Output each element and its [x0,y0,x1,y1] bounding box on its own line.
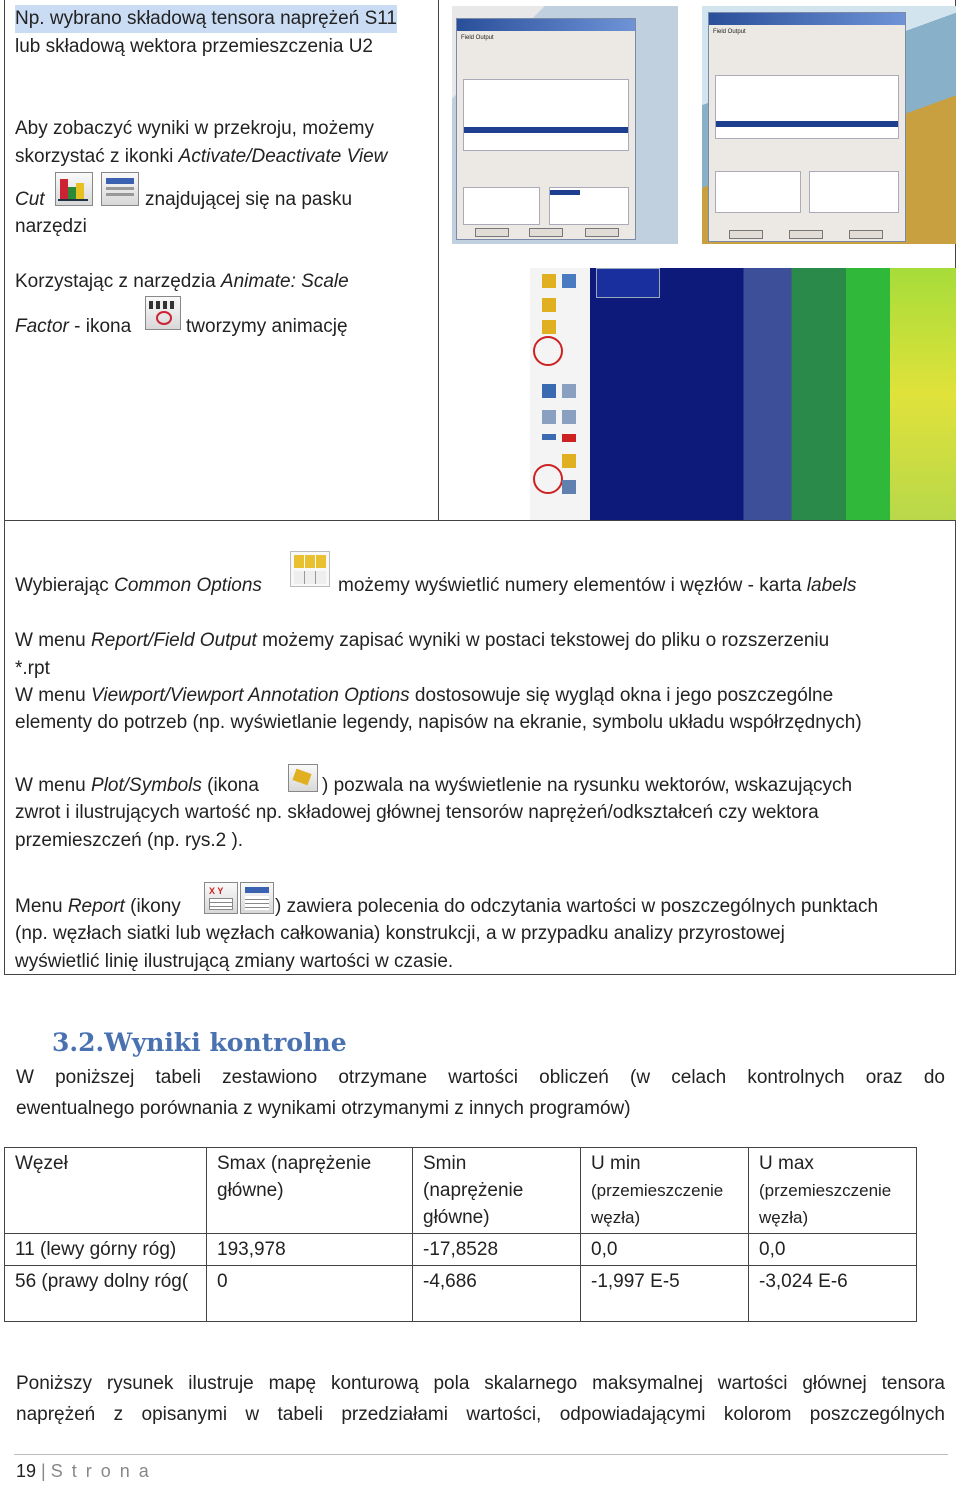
table-cell: 11 (lewy górny róg) [5,1234,207,1266]
dialog-left-apply-button[interactable] [529,228,563,237]
table-row [5,1234,917,1266]
table-cell: 0 [207,1266,413,1322]
table-row [5,1266,917,1322]
table-header-row [5,1148,917,1234]
plot-symbols-line-2: zwrot i ilustrujących wartość np. składowej głównej tensorów naprężeń/odkształceń czy wektora [15,802,819,823]
toolbar-window-icon[interactable] [101,172,139,206]
table-header-cell: U max (przemieszczenie węzła) [749,1148,917,1234]
field-output-dialog-right [708,12,906,242]
contour-viewport [590,268,956,520]
field-output-dialog-left [456,18,636,240]
viewport-annotation-text: W menu Viewport/Viewport Annotation Options dostosowuje się wygląd okna i jego poszczególne [15,685,834,706]
cut-line-3-label: Cut [15,189,45,210]
table-cell: -1,997 E-5 [581,1266,749,1322]
results-table [4,1147,917,1322]
dialog-right-cancel-button[interactable] [849,230,883,239]
plot-symbols-suffix: ) pozwala na wyświetlenie na rysunku wektorów, wskazujących [322,775,853,796]
closing-paragraph-line-2: naprężeń z opisanymi w tabeli przedziałami wartości, odpowiadającymi kolorom poszczególnych [16,1404,945,1425]
page-number: 19 [16,1461,37,1481]
dialog-left-title: Field Output [461,35,494,41]
table-cell: 193,978 [207,1234,413,1266]
common-options-suffix: możemy wyświetlić numery elementów i węzłów - karta labels [338,575,857,596]
viewport-annotation-line-2: elementy do potrzeb (np. wyświetlanie legendy, napisów na ekranie, symbolu układu współrzędnych) [15,712,862,733]
intro-line-1: Np. wybrano składową tensora naprężeń S11 [15,5,397,33]
dialog-left-ok-button[interactable] [475,228,509,237]
footer-label: S t r o n a [50,1461,151,1481]
cut-line-4: narzędzi [15,216,87,237]
frame-divider-horizontal [4,520,956,521]
dialog-right-title: Field Output [713,29,746,35]
dialog-right-apply-button[interactable] [789,230,823,239]
highlight-circle-animate [533,336,563,366]
dialog-left-cancel-button[interactable] [585,228,619,237]
field-output-screenshot-left [452,6,678,244]
table-header-cell: Smin (naprężenie główne) [413,1148,581,1234]
section-paragraph-line-1: W poniższej tabeli zestawiono otrzymane wartości obliczeń (w celach kontrolnych oraz do [16,1067,945,1088]
report-menu-text: Menu Report (ikony [15,896,181,917]
section-paragraph-line-2: ewentualnego porównania z wynikami otrzymanymi z innych programów) [16,1098,631,1119]
animate-line-2: Factor - ikona [15,316,132,337]
plot-symbols-icon[interactable] [288,764,318,792]
report-extension-text: *.rpt [15,658,50,679]
frame-divider-vertical [438,0,439,520]
table-header-cell: U min (przemieszczenie węzła) [581,1148,749,1234]
table-header-cell: Węzeł [5,1148,207,1234]
animate-line-1: Korzystając z narzędzia Animate: Scale [15,271,349,292]
report-field-icon[interactable] [240,882,274,914]
report-menu-line-3: wyświetlić linię ilustrującą zmiany wartości w czasie. [15,951,454,972]
field-output-screenshot-right [702,6,956,244]
dialog-right-ok-button[interactable] [729,230,763,239]
page-footer [16,1457,151,1485]
cut-line-2: skorzystać z ikonki Activate/Deactivate View [15,146,388,167]
common-options-icon[interactable] [290,551,330,587]
animate-line-2-suffix: tworzymy animację [186,316,348,337]
report-menu-line-2: (np. węzłach siatki lub węzłach całkowania) konstrukcji, a w przypadku analizy przyrostowej [15,923,785,944]
view-cut-icon[interactable] [55,172,93,206]
cut-line-1: Aby zobaczyć wyniki w przekroju, możemy [15,118,374,139]
table-cell: 56 (prawy dolny róg( [5,1266,207,1322]
table-cell: -17,8528 [413,1234,581,1266]
cut-line-3-suffix: znajdującej się na pasku [145,189,353,210]
section-heading: 3.2.Wyniki kontrolne [52,1028,347,1057]
table-cell: -4,686 [413,1266,581,1322]
table-cell: 0,0 [581,1234,749,1266]
intro-line-2: lub składową wektora przemieszczenia U2 [15,36,373,57]
closing-paragraph-line-1: Poniższy rysunek ilustruje mapę konturową pola skalarnego maksymalnej wartości głównej tensora [16,1373,945,1394]
footer-rule [14,1454,948,1455]
toolbox-viewport-screenshot [530,268,956,520]
toolbox-panel [530,268,590,520]
report-xy-icon[interactable]: X Y [204,882,238,914]
plot-symbols-text: W menu Plot/Symbols (ikona [15,775,259,796]
highlight-circle-viewcut [533,464,563,494]
table-cell: -3,024 E-6 [749,1266,917,1322]
plot-symbols-line-3: przemieszczeń (np. rys.2 ). [15,830,244,851]
report-menu-suffix: ) zawiera polecenia do odczytania wartości w poszczególnych punktach [275,896,879,917]
footer-separator: | [41,1461,46,1481]
table-header-cell: Smax (naprężenie główne) [207,1148,413,1234]
common-options-text: Wybierając Common Options [15,575,262,596]
animate-scale-factor-icon[interactable] [145,296,181,330]
table-cell: 0,0 [749,1234,917,1266]
report-field-output-text: W menu Report/Field Output możemy zapisać wyniki w postaci tekstowej do pliku o rozszerzeniu [15,630,830,651]
